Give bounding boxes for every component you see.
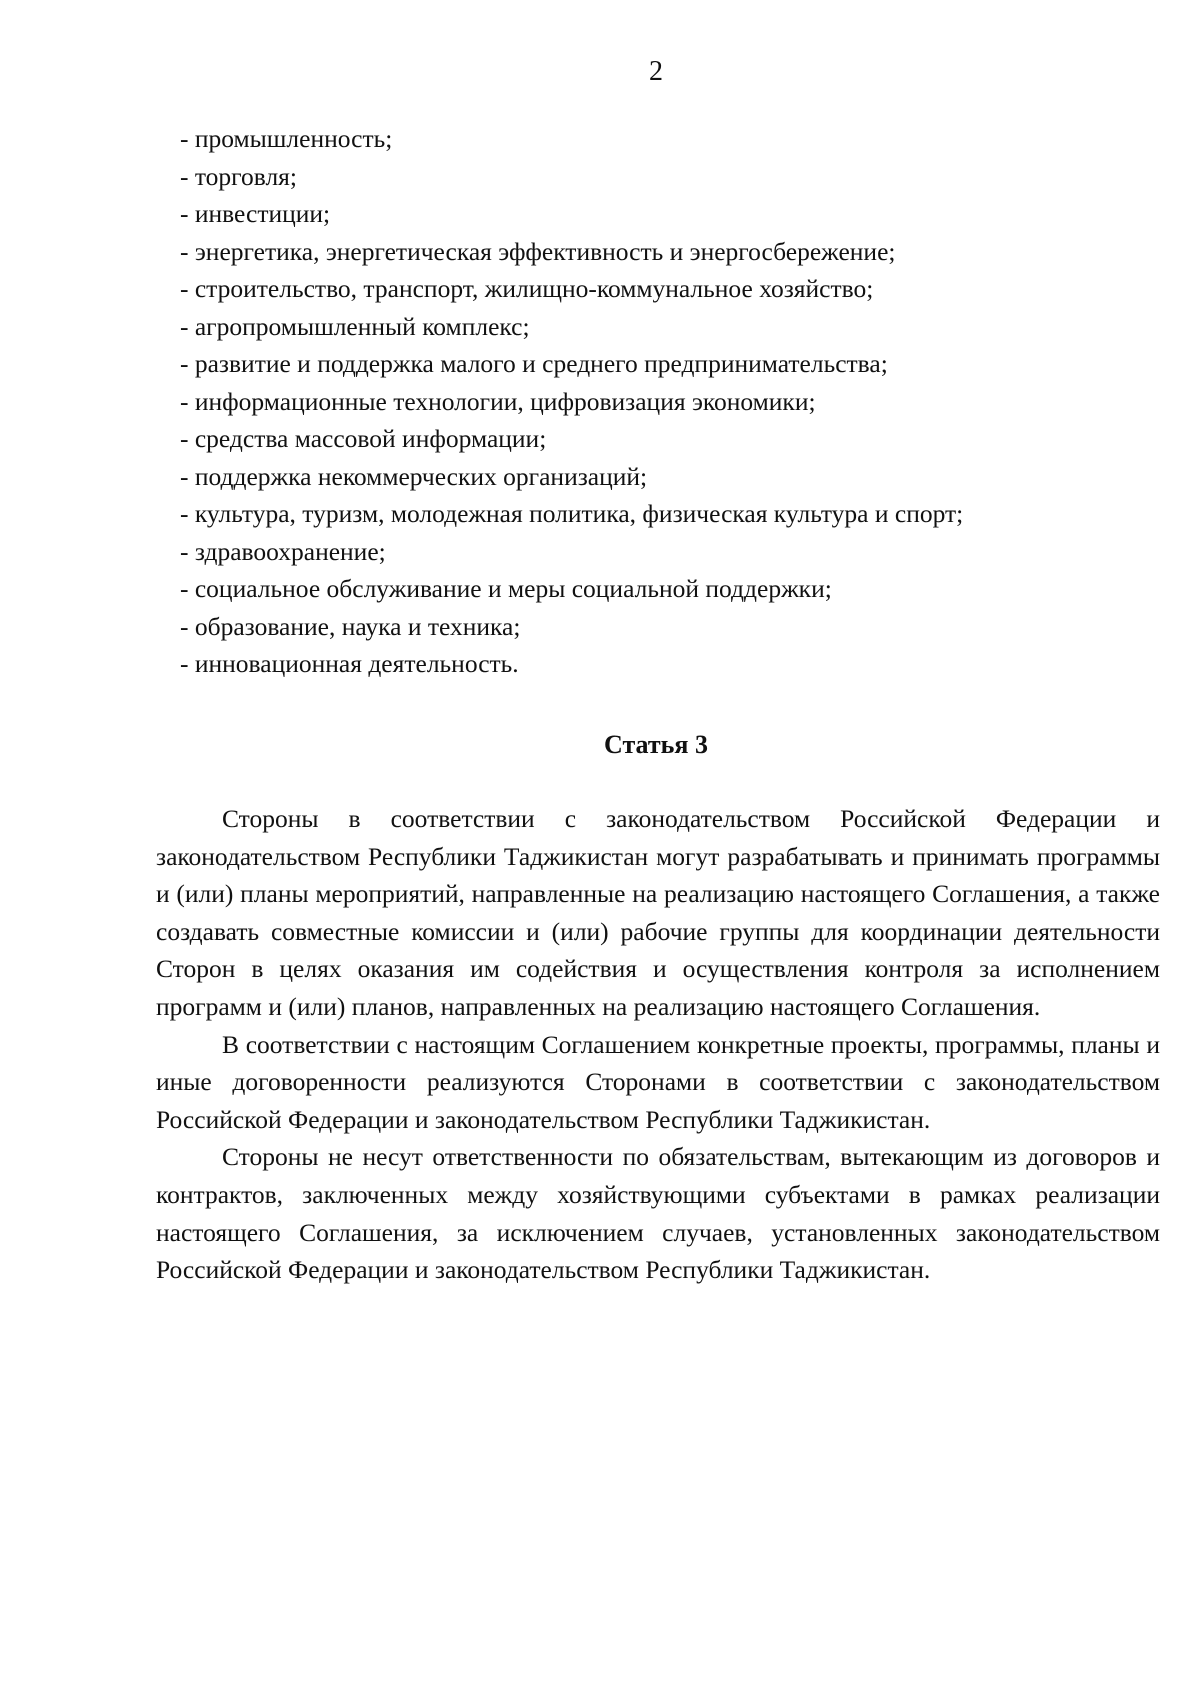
list-item: - образование, наука и техника;: [180, 611, 521, 641]
list-item: - инвестиции;: [180, 199, 331, 228]
article-paragraph: В соответствии с настоящим Соглашением конкретные проекты, программы, планы и иные договоренности реализуются Сторонами в соответствии с законодательством Российской Федерации и законодательством Республики Таджикистан.: [156, 1029, 1160, 1134]
list-item: - поддержка некоммерческих организаций;: [180, 461, 648, 491]
article-body: [156, 800, 1160, 1289]
list-item: - средства массовой информации;: [180, 424, 547, 453]
list-item: - строительство, транспорт, жилищно-коммунальное хозяйство;: [180, 274, 874, 303]
list-item: - информационные технологии, цифровизация экономики;: [180, 386, 816, 416]
list-item: - инновационная деятельность.: [180, 649, 519, 678]
article-paragraph: Стороны не несут ответственности по обязательствам, вытекающим из договоров и контрактов, заключенных между хозяйствующими субъектами в рамках реализации настоящего Соглашения, за исключением случаев, установленных законодательством Российской Федерации и законодательством Республики Таджикистан.: [156, 1142, 1160, 1285]
article-heading: Статья 3: [604, 730, 708, 759]
list-item: - социальное обслуживание и меры социальной поддержки;: [180, 574, 832, 603]
cooperation-areas-list: [180, 120, 1160, 683]
list-item: - культура, туризм, молодежная политика, физическая культура и спорт;: [180, 499, 964, 528]
article-paragraph: Стороны в соответствии с законодательством Российской Федерации и законодательством Республики Таджикистан могут разрабатывать и принимать программы и (или) планы мероприятий, направленные на реализацию настоящего Соглашения, а также создавать совместные комиссии и (или) рабочие группы для координации деятельности Сторон в целях оказания им содействия и осуществления контроля за исполнением программ и (или) планов, направленных на реализацию настоящего Соглашения.: [156, 804, 1160, 1021]
list-item: - агропромышленный комплекс;: [180, 311, 530, 341]
list-item: - торговля;: [180, 161, 297, 191]
list-item: - здравоохранение;: [180, 536, 386, 566]
list-item: - промышленность;: [180, 124, 393, 153]
page-number: 2: [649, 56, 663, 87]
list-item: - энергетика, энергетическая эффективность и энергосбережение;: [180, 236, 896, 266]
list-item: - развитие и поддержка малого и среднего предпринимательства;: [180, 349, 888, 378]
